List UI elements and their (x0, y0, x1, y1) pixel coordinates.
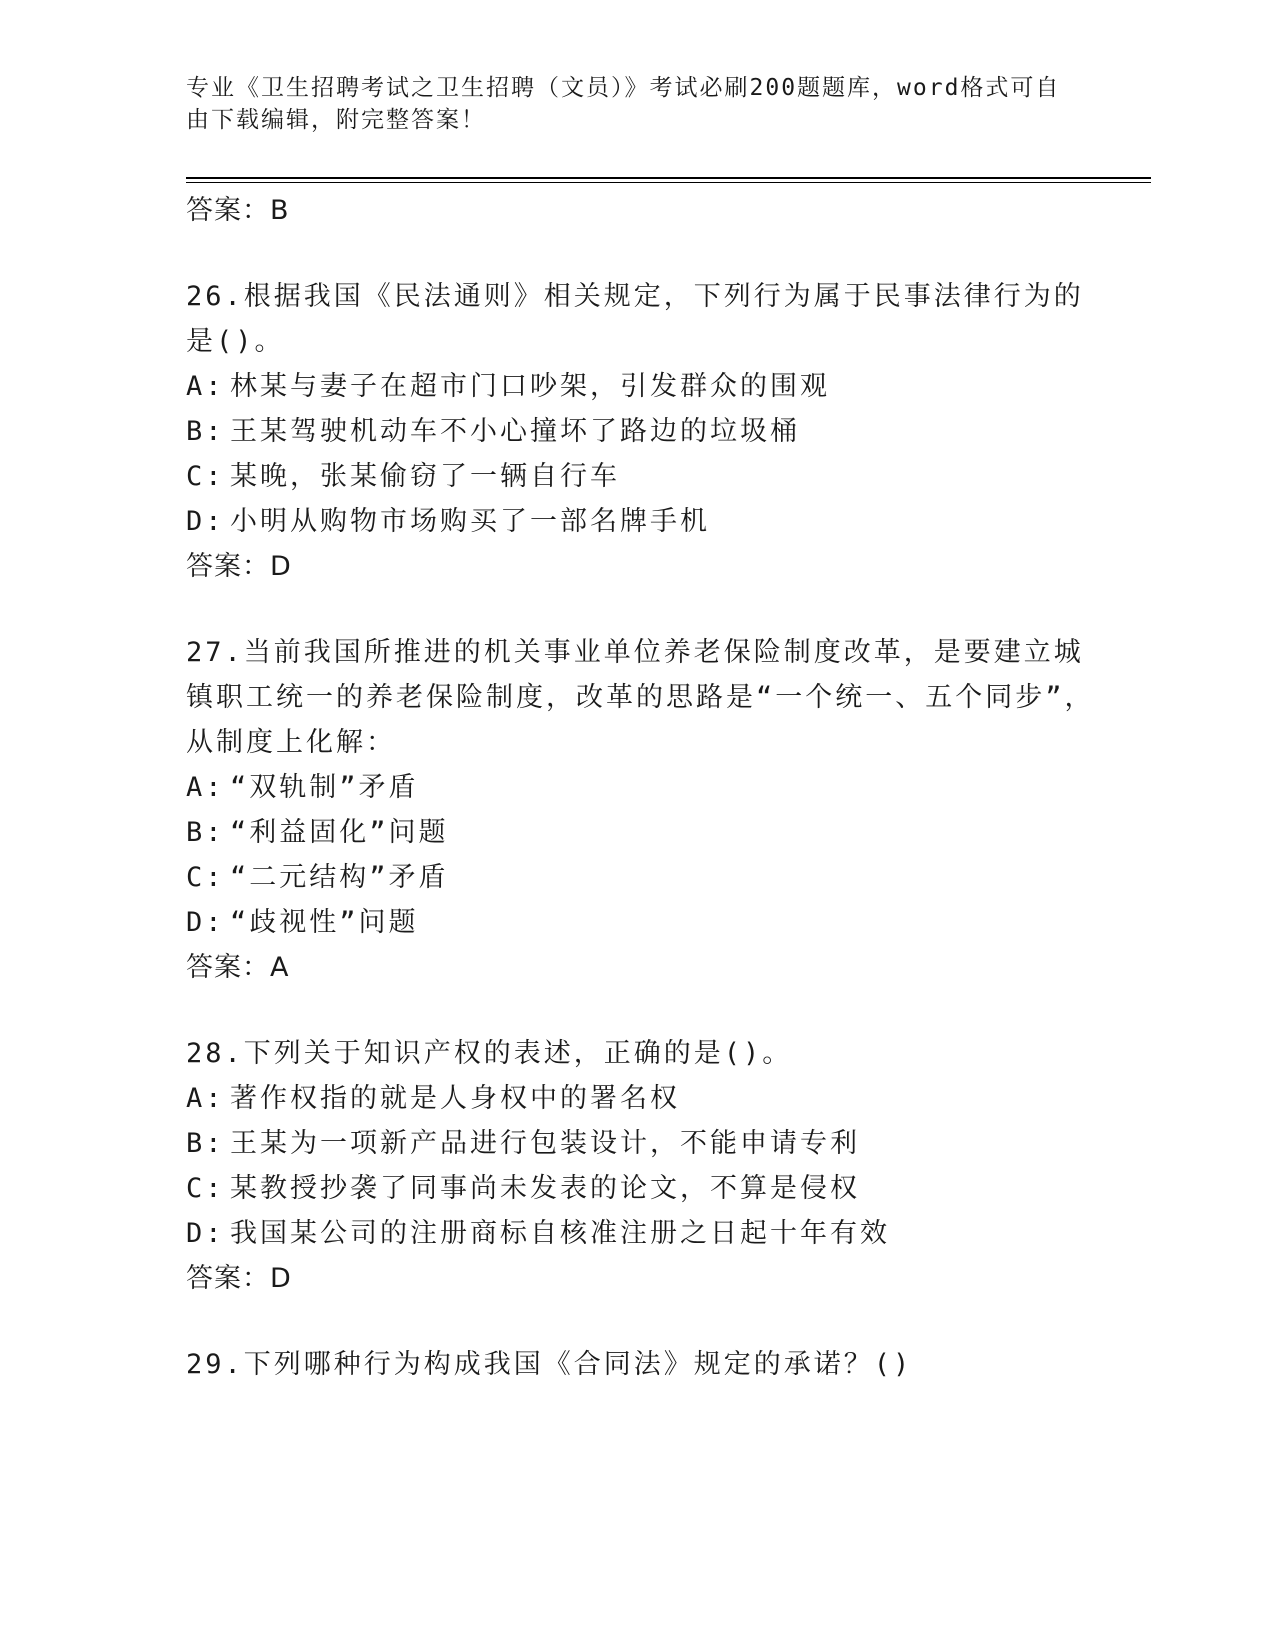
option-letter: B: (186, 1128, 225, 1159)
answer-label: 答案：D (186, 1263, 292, 1294)
option-a (186, 765, 1106, 810)
header-divider-thick (186, 177, 1151, 179)
option-text: 王某驾驶机动车不小心撞坏了路边的垃圾桶 (230, 416, 800, 447)
option-letter: A: (186, 371, 225, 402)
option-text: 小明从购物市场购买了一部名牌手机 (230, 506, 710, 537)
option-c (186, 855, 1106, 900)
option-b (186, 1121, 1106, 1166)
option-letter: D: (186, 1218, 225, 1249)
option-c (186, 454, 1106, 499)
option-text: “利益固化”问题 (230, 817, 449, 848)
option-d (186, 1211, 1106, 1256)
option-text: 某教授抄袭了同事尚未发表的论文，不算是侵权 (230, 1173, 860, 1204)
option-letter: C: (186, 461, 225, 492)
document-header: 专业《卫生招聘考试之卫生招聘（文员）》考试必刷200题题库，word格式可自由下载编辑，附完整答案！ (186, 75, 1061, 133)
option-text: 林某与妻子在超市门口吵架，引发群众的围观 (230, 371, 830, 402)
question-29 (186, 1342, 1106, 1387)
answer-label: 答案：A (186, 952, 290, 983)
option-letter: D: (186, 907, 225, 938)
option-text: “二元结构”矛盾 (230, 862, 449, 893)
question-26 (186, 274, 1106, 590)
question-stem: 27.当前我国所推进的机关事业单位养老保险制度改革，是要建立城镇职工统一的养老保险制度，改革的思路是“一个统一、五个同步”，从制度上化解： (186, 637, 1095, 758)
option-letter: D: (186, 506, 225, 537)
option-text: “歧视性”问题 (230, 907, 419, 938)
option-d (186, 900, 1106, 945)
option-d (186, 499, 1106, 544)
option-b (186, 810, 1106, 855)
option-b (186, 409, 1106, 454)
option-letter: C: (186, 862, 225, 893)
option-letter: A: (186, 772, 225, 803)
option-a (186, 364, 1106, 409)
option-text: 著作权指的就是人身权中的署名权 (230, 1083, 680, 1114)
option-text: 某晚，张某偷窃了一辆自行车 (230, 461, 620, 492)
question-stem: 26.根据我国《民法通则》相关规定，下列行为属于民事法律行为的是()。 (186, 281, 1084, 357)
option-c (186, 1166, 1106, 1211)
question-stem: 29.下列哪种行为构成我国《合同法》规定的承诺？() (186, 1349, 913, 1380)
question-28 (186, 1031, 1106, 1302)
option-text: 王某为一项新产品进行包装设计，不能申请专利 (230, 1128, 860, 1159)
option-text: 我国某公司的注册商标自核准注册之日起十年有效 (230, 1218, 890, 1249)
option-letter: A: (186, 1083, 225, 1114)
question-stem: 28.下列关于知识产权的表述，正确的是()。 (186, 1038, 793, 1069)
option-letter: B: (186, 817, 225, 848)
answer-label: 答案：B (186, 195, 290, 226)
option-a (186, 1076, 1106, 1121)
header-divider-thin (186, 182, 1151, 183)
answer-label: 答案：D (186, 551, 292, 582)
question-list (186, 188, 1106, 1387)
option-letter: B: (186, 416, 225, 447)
option-letter: C: (186, 1173, 225, 1204)
option-text: “双轨制”矛盾 (230, 772, 419, 803)
question-27 (186, 630, 1106, 991)
